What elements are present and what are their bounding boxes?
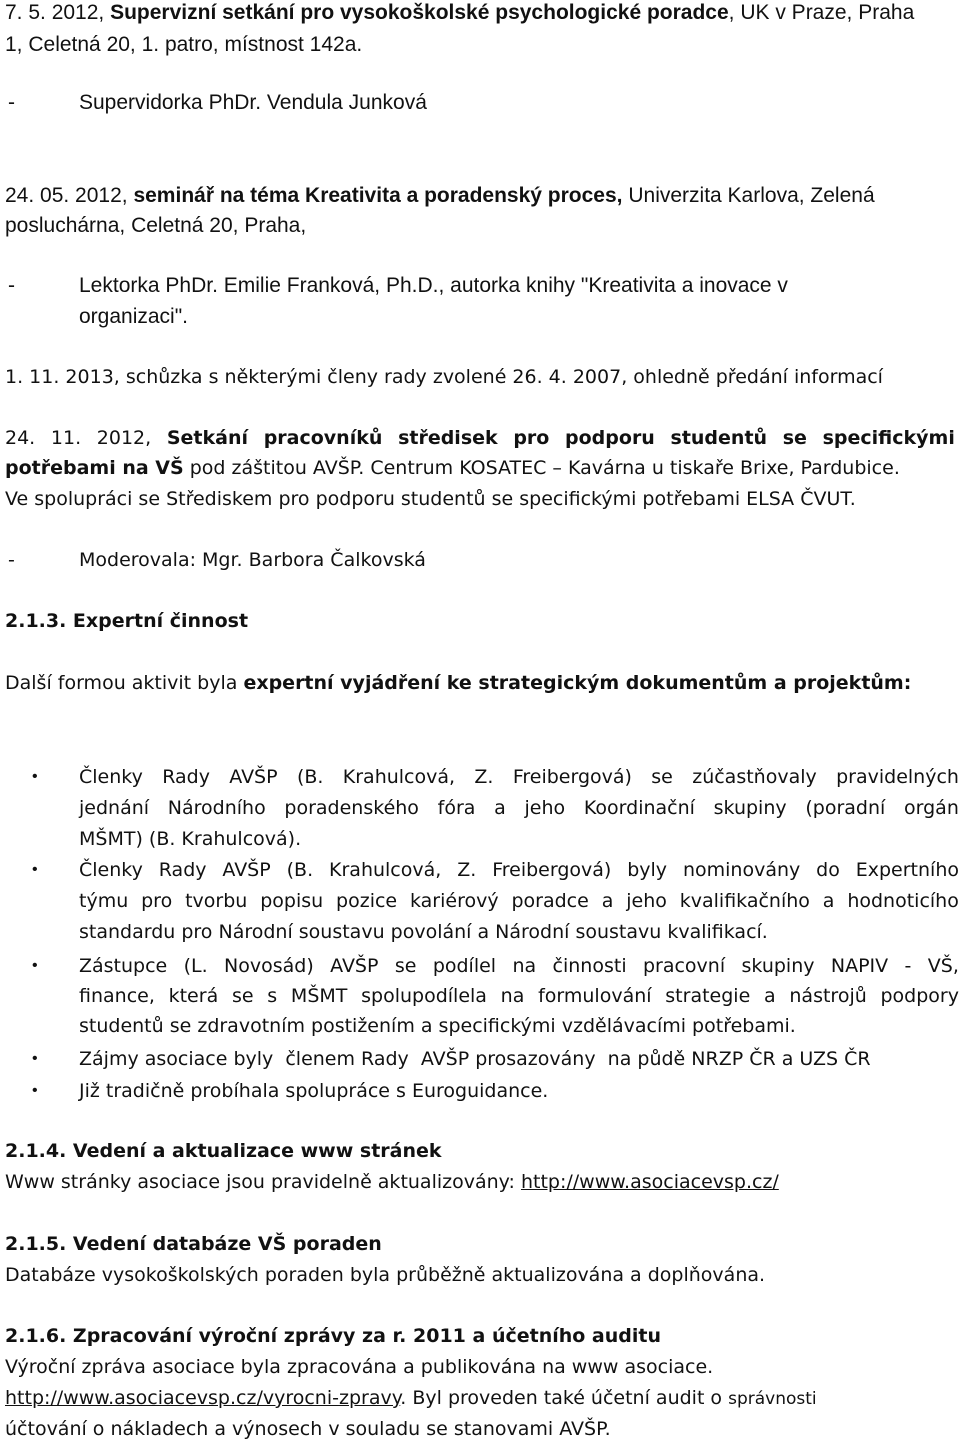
event-kosatec-title-end: potřebami na VŠ [5,457,184,479]
word: pozice [336,890,398,912]
word: nominovány [682,859,801,881]
word: Členky [79,859,143,881]
word: středisek [398,427,498,449]
bullet-icon: • [32,768,38,785]
word: 24. [5,427,36,449]
word: Členky [79,766,143,788]
bullet-1-line2 [79,795,959,821]
word: podporu [565,427,655,449]
dash-marker: - [8,91,15,114]
word: fóra [437,797,476,819]
bullet-3-line3: studentů se zdravotním postižením a specifickými vzdělávacími potřebami. [79,1015,796,1037]
bullet-2-line3: standardu pro Národní soustavu povolání a Národní soustavu kvalifikací. [79,921,768,943]
word: Setkání [166,427,249,449]
word: a [601,890,614,912]
word: strategie [665,985,751,1007]
supervisor-line: Supervidorka PhDr. Vendula Junková [79,91,427,114]
bullet-icon: • [32,1050,38,1067]
word: NAPIV [830,955,889,977]
word: VŠ, [927,955,959,977]
word: (L. [183,955,208,977]
event-seminar-line1: 24. 05. 2012, seminář na téma Kreativita a poradenský proces, Univerzita Karlova, Zelená [5,184,875,207]
word: MŠMT [290,985,348,1007]
event-kosatec-line3: Ve spolupráci se Střediskem pro podporu studentů se specifickými potřebami ELSA ČVUT. [5,488,856,510]
word: Z. [457,859,477,881]
bullet-icon: • [32,1082,38,1099]
word: jeho [524,797,566,819]
word: podílel [432,955,497,977]
bullet-1-line3: MŠMT) (B. Krahulcová). [79,828,302,850]
word: Koordinační [583,797,695,819]
word: poradenského [284,797,419,819]
bullet-3-line1 [79,953,959,979]
word: týmu [79,890,129,912]
word: a [822,890,835,912]
word: jednání [79,797,150,819]
section-216-line3: účtování o nákladech a výnosech v souladu se stanovami AVŠP. [5,1418,611,1440]
website-link[interactable]: http://www.asociacevsp.cz/ [520,1171,779,1193]
word: pravidelných [836,766,959,788]
word: a [494,797,506,819]
event-seminar-line2: posluchárna, Celetná 20, Praha, [5,214,307,237]
word: - [904,955,912,977]
word: 11. [50,427,82,449]
lecturer-line1: Lektorka PhDr. Emilie Franková, Ph.D., autorka knihy "Kreativita a inovace v [79,274,788,297]
lecturer-line2: organizaci". [79,305,189,328]
section-heading-216: 2.1.6. Zpracování výroční zprávy za r. 2011 a účetního auditu [5,1325,662,1347]
word: kariérový [410,890,499,912]
word: se [394,955,417,977]
word: Freibergová) [492,859,612,881]
word: poradce [511,890,589,912]
word: která [168,985,219,1007]
word: skupiny [713,797,787,819]
word: skupiny [741,955,815,977]
event-kosatec-line2: potřebami na VŠ pod záštitou AVŠP. Centrum KOSATEC – Kavárna u tiskaře Brixe, Pardubice. [5,457,900,479]
bullet-2-line2 [79,888,959,914]
word: Rady [162,766,210,788]
word: AVŠP [229,766,278,788]
word: zúčastňovaly [692,766,817,788]
word: (poradní [805,797,886,819]
section-heading-214: 2.1.4. Vedení a aktualizace www stránek [5,1140,442,1162]
bullet-3-line2 [79,983,959,1009]
word: 2012, [96,427,152,449]
dash-marker: - [8,549,15,571]
word: Z. [474,766,494,788]
word: Zástupce [79,955,168,977]
word: se [782,427,807,449]
bullet-4-line: Zájmy asociace byly členem Rady AVŠP prosazovány na půdě NRZP ČR a UZS ČR [79,1048,871,1070]
event-supervision-line1: 7. 5. 2012, Supervizní setkání pro vysokoškolské psychologické poradce, UK v Praze, Praha [5,1,915,24]
word: podpory [880,985,959,1007]
annual-reports-link[interactable]: http://www.asociacevsp.cz/vyrocni-zpravy [5,1387,401,1409]
word: Krahulcová, [329,859,442,881]
section-216-line1: Výroční zpráva asociace byla zpracována a publikována na www asociace. [5,1356,714,1378]
word: do [816,859,840,881]
word: finance, [79,985,155,1007]
section-214-text: Www stránky asociace jsou pravidelně aktualizovány: http://www.asociacevsp.cz/ [5,1171,779,1193]
word: nástrojů [789,985,867,1007]
meeting-line: 1. 11. 2013, schůzka s některými členy rady zvolené 26. 4. 2007, ohledně předání informací [5,366,883,388]
word: na [500,985,525,1007]
word: studentů [670,427,768,449]
word: s [267,985,278,1007]
bullet-2-line1 [79,857,959,883]
word: kvalifikačního [679,890,810,912]
event-seminar-title: seminář na téma Kreativita a poradenský proces, [133,184,623,207]
bullet-icon: • [32,957,38,974]
bullet-1-line1 [79,764,959,790]
word: se [231,985,254,1007]
bullet-5-line: Již tradičně probíhala spolupráce s Euroguidance. [79,1080,549,1102]
word: popisu [260,890,324,912]
word: pracovníků [263,427,383,449]
word: Národního [167,797,266,819]
section-heading-213: 2.1.3. Expertní činnost [5,610,249,632]
word: Rady [158,859,207,881]
bullet-icon: • [32,861,38,878]
word: Krahulcová, [342,766,456,788]
word: hodnoticího [847,890,959,912]
section-213-intro: Další formou aktivit byla expertní vyjádření ke strategickým dokumentům a projektům: [5,672,912,694]
word: (B. [286,859,314,881]
word: Freibergová) [512,766,632,788]
section-213-intro-bold: expertní vyjádření ke strategickým dokumentům a projektům: [243,672,912,694]
moderator-line: Moderovala: Mgr. Barbora Čalkovská [79,549,426,571]
word: orgán [904,797,959,819]
word: AVŠP [222,859,271,881]
word: na [512,955,537,977]
event-kosatec-line1 [5,425,955,451]
word: Expertního [855,859,959,881]
word: pro [141,890,173,912]
section-215-text: Databáze vysokoškolských poraden byla průběžně aktualizována a doplňována. [5,1264,766,1286]
section-216-small-word: správnosti [728,1389,817,1409]
dash-marker: - [8,274,15,297]
word: a [764,985,776,1007]
word: Novosád) [224,955,314,977]
word: tvorbu [185,890,248,912]
word: formulování [538,985,652,1007]
section-216-line2: http://www.asociacevsp.cz/vyrocni-zpravy. Byl proveden také účetní audit o správnosti [5,1387,817,1409]
word: se [651,766,673,788]
word: činnosti [552,955,627,977]
event-supervision-title: Supervizní setkání pro vysokoškolské psychologické poradce [110,1,729,24]
event-kosatec-line1-words [5,425,955,451]
word: specifickými [822,427,955,449]
word: byly [627,859,668,881]
word: AVŠP [330,955,379,977]
word: pro [513,427,550,449]
word: pracovní [642,955,726,977]
word: jeho [626,890,667,912]
word: spolupodílela [361,985,487,1007]
event-supervision-line2: 1, Celetná 20, 1. patro, místnost 142a. [5,33,363,56]
section-heading-215: 2.1.5. Vedení databáze VŠ poraden [5,1233,382,1255]
word: (B. [296,766,324,788]
